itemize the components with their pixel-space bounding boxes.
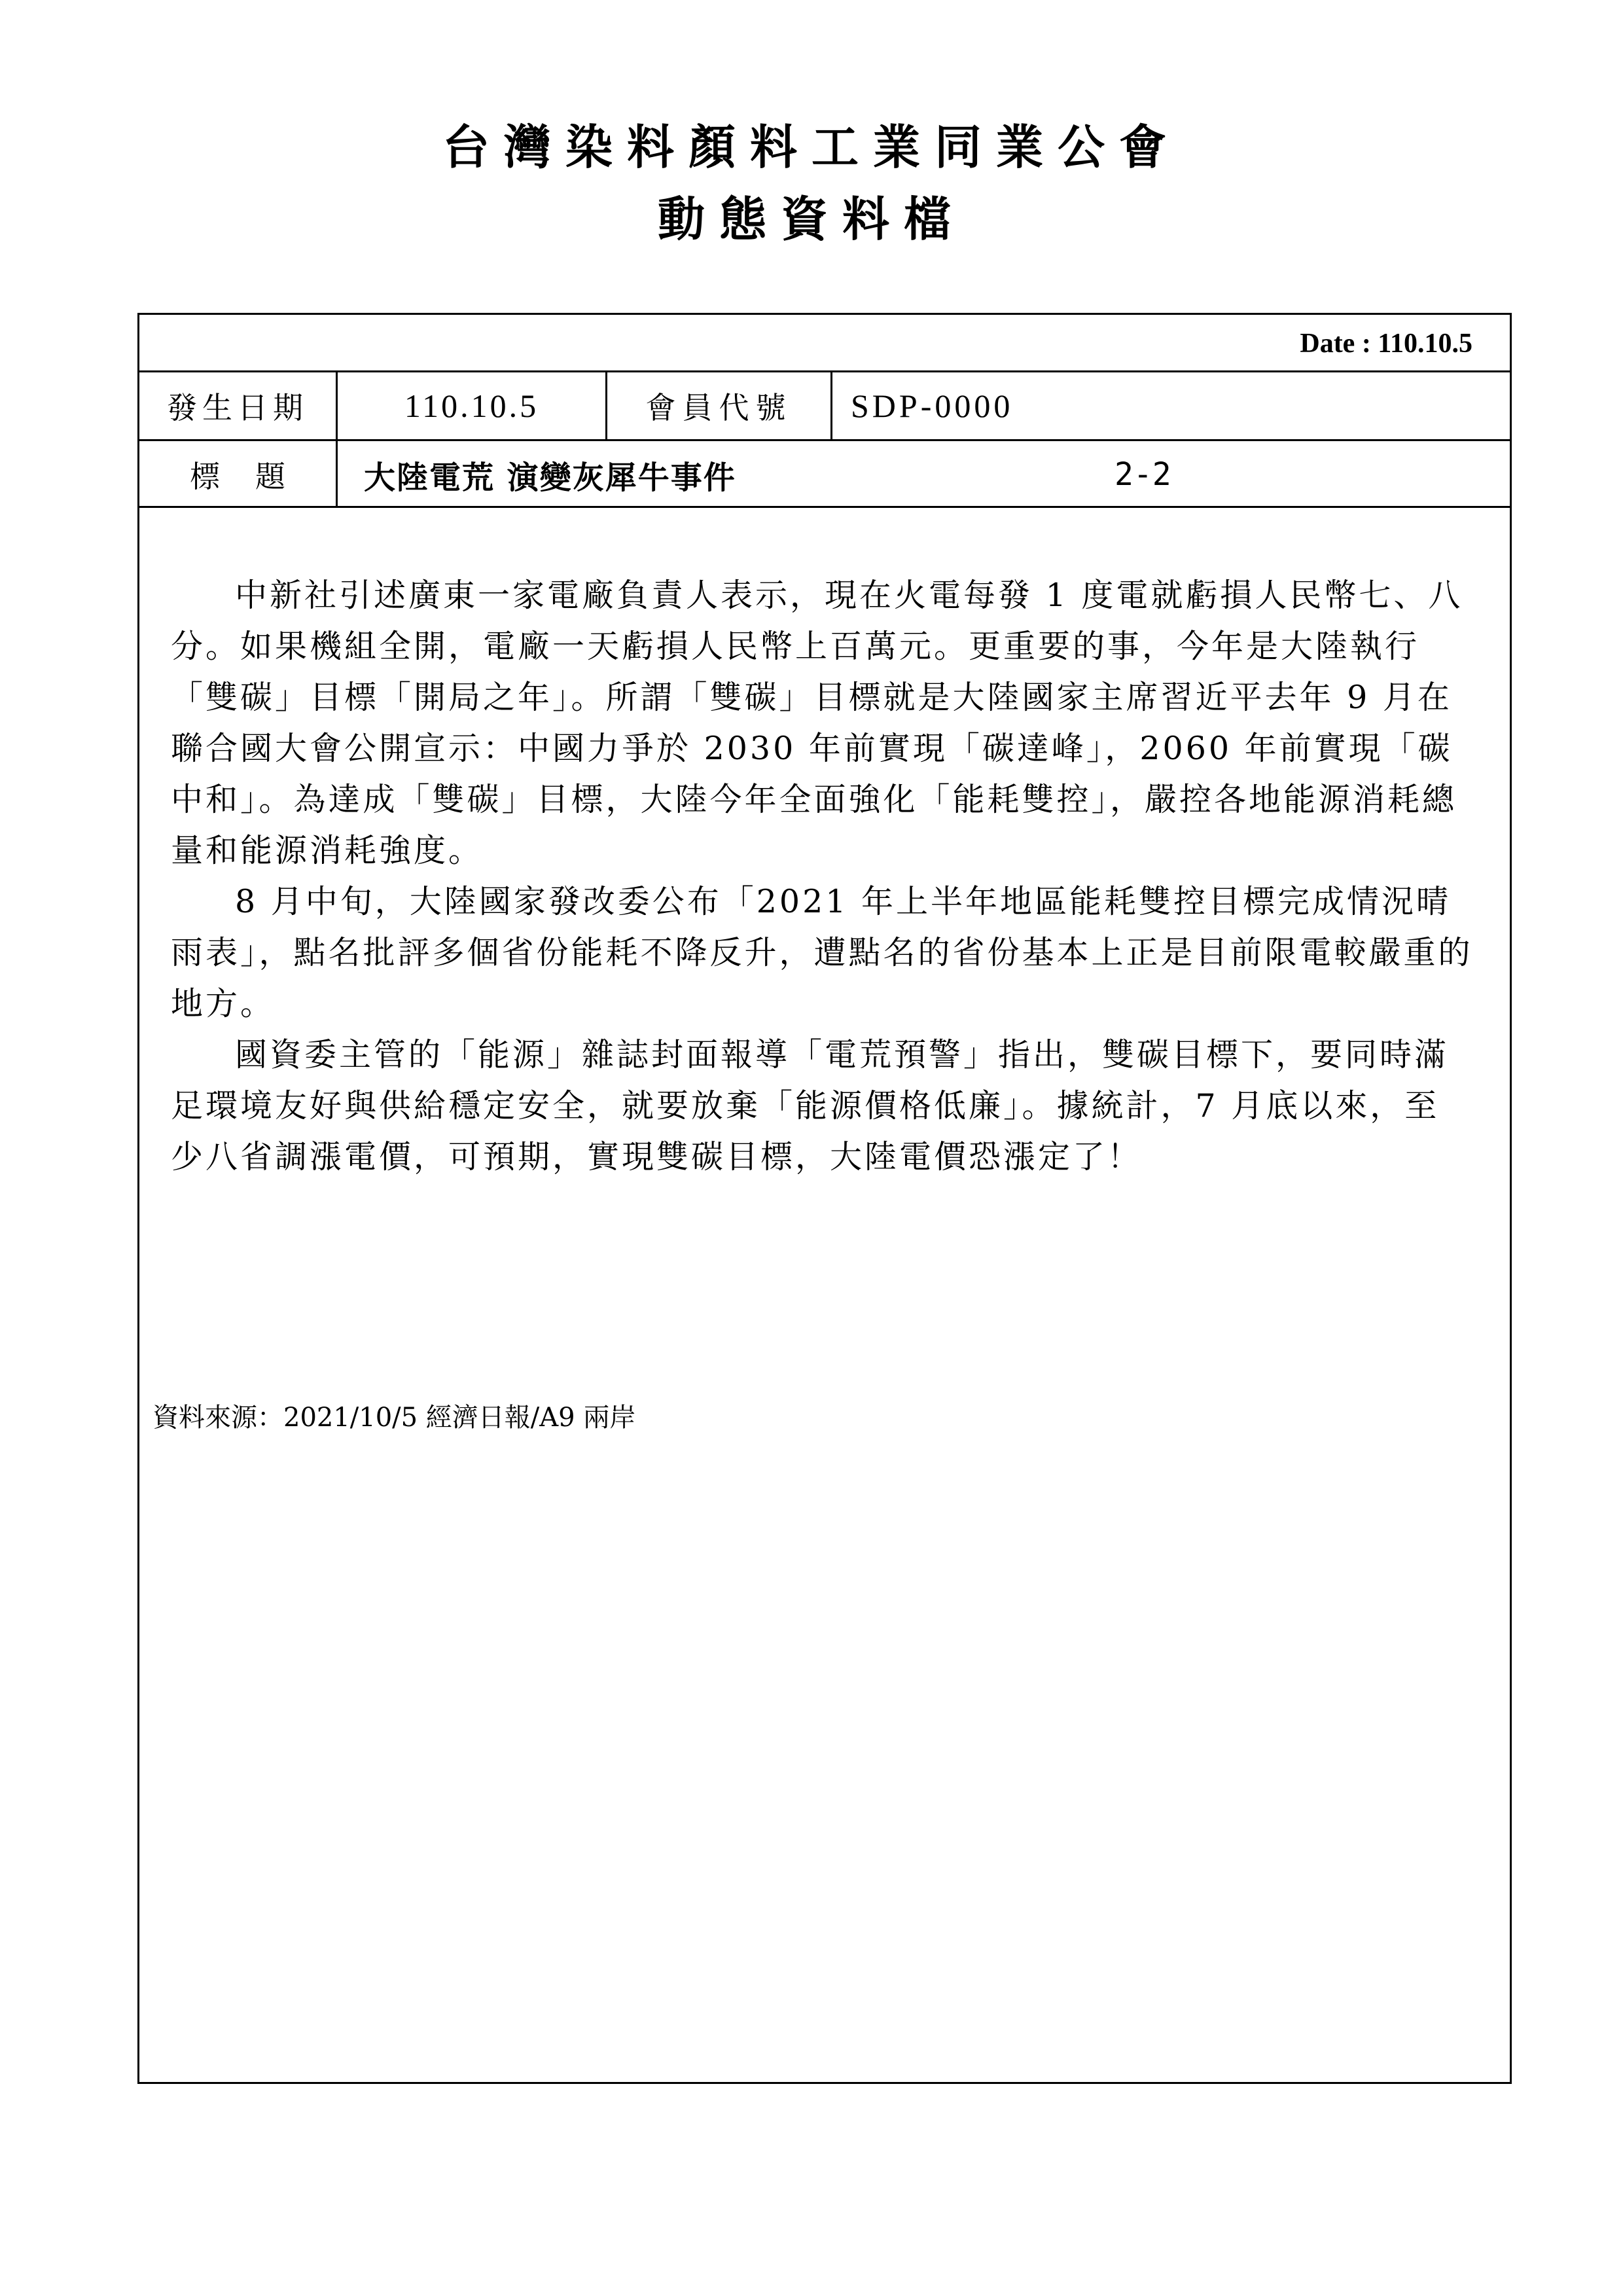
info-row bbox=[139, 370, 1510, 439]
article-title: 大陸電荒 演變灰犀牛事件 bbox=[336, 441, 1317, 508]
title-label-char-1: 標 bbox=[190, 459, 220, 494]
title-label bbox=[139, 441, 336, 508]
paragraph-1: 中新社引述廣東一家電廠負責人表示，現在火電每發 1 度電就虧損人民幣七、八分。如果機組全開，電廠一天虧損人民幣上百萬元。更重要的事，今年是大陸執行「雙碳」目標「開局之年」。所謂「雙碳」目標就是大陸國家主席習近平去年 9 月在聯合國大會公開宣示：中國力爭於 2030 年前實現「碳達峰」，2060 年前實現「碳中和」。為達成「雙碳」目標，大陸今年全面強化「能耗雙控」，嚴控各地能源消耗總量和能源消耗強度。 bbox=[171, 577, 1463, 869]
document-title: 動態資料檔 bbox=[657, 191, 965, 247]
member-code-value: SDP-0000 bbox=[830, 372, 1289, 439]
paragraph-2: 8 月中旬，大陸國家發改委公布「2021 年上半年地區能耗雙控目標完成情況晴雨表」，點名批評多個省份能耗不降反升，遭點名的省份基本上正是目前限電較嚴重的地方。 bbox=[171, 883, 1473, 1022]
article-body bbox=[171, 570, 1473, 1183]
member-code-label: 會員代號 bbox=[605, 372, 830, 439]
article-part: 2-2 bbox=[1115, 456, 1171, 493]
title-row bbox=[139, 439, 1510, 508]
organization-name: 台灣染料顏料工業同業公會 bbox=[442, 119, 1181, 175]
occurrence-date-value: 110.10.5 bbox=[336, 372, 605, 439]
record-form bbox=[137, 313, 1512, 2084]
document-date: Date : 110.10.5 bbox=[1300, 329, 1472, 359]
title-label-char-2: 題 bbox=[255, 459, 285, 494]
paragraph-3: 國資委主管的「能源」雜誌封面報導「電荒預警」指出，雙碳目標下，要同時滿足環境友好與供給穩定安全，就要放棄「能源價格低廉」。據統計，7 月底以來，至少八省調漲電價，可預期，實現雙碳目標，大陸電價恐漲定了！ bbox=[171, 1036, 1450, 1175]
source-citation: 資料來源：2021/10/5 經濟日報/A9 兩岸 bbox=[152, 1403, 636, 1433]
occurrence-date-label: 發生日期 bbox=[167, 390, 308, 425]
